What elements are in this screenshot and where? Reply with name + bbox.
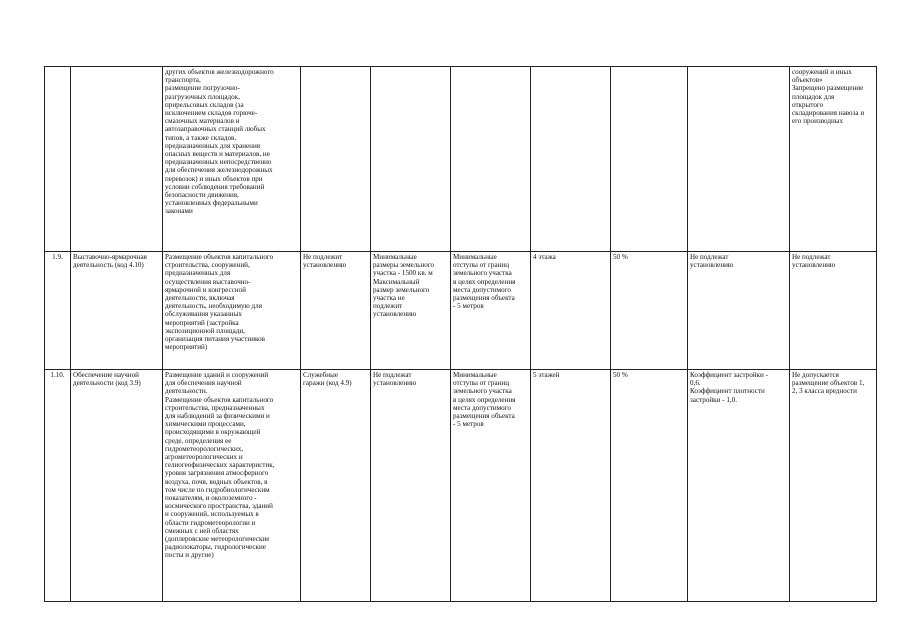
- cell-auxiliary-use: [301, 370, 371, 602]
- cell-text-line: гидрометеорологических,: [165, 444, 244, 453]
- cell-text-line: Максимальный: [373, 277, 420, 286]
- cell-text-line: Не подлежат: [373, 371, 412, 379]
- cell-text-line: подлежит: [373, 302, 403, 311]
- cell-text-line: Не подлежат: [792, 253, 831, 261]
- cell-text-line: Минимальные: [373, 253, 417, 261]
- cell-text-line: 0,6.: [690, 379, 701, 388]
- cell-text-line: Минимальные: [453, 253, 497, 261]
- cell-text-line: радиолокаторы, гидрологические: [165, 543, 266, 552]
- cell-text-line: деятельности.: [165, 387, 208, 396]
- cell-plot-size: [371, 252, 451, 370]
- cell-text-line: показателям, и околоземного -: [165, 494, 257, 503]
- cell-text-line: 50 %: [613, 371, 628, 379]
- cell-text-line: складирования навоза и: [792, 109, 865, 118]
- cell-text-line: строительства, сооружений,: [165, 261, 250, 270]
- cell-text-line: Размещение объектов капитального: [165, 253, 274, 261]
- cell-text-line: транспорта,: [165, 76, 201, 85]
- cell-text-line: и сооружений, используемых в: [165, 510, 259, 519]
- cell-text-line: смежных с ней областях: [165, 526, 239, 535]
- cell-text-line: (доплеровские метеорологические: [165, 535, 270, 544]
- cell-text-line: Коэффициент застройки -: [690, 371, 768, 379]
- cell-text-line: исключением складов горюче-: [165, 109, 258, 118]
- cell-text-line: размещение погрузочно-: [165, 84, 240, 93]
- cell-plot-size: [371, 370, 451, 602]
- cell-setback: [451, 252, 531, 370]
- cell-text-line: условии соблюдения требований: [165, 182, 265, 191]
- cell-text-line: предназначенных непосредственно: [165, 158, 272, 167]
- cell-text-line: установлению: [303, 261, 347, 270]
- cell-text-line: земельного участка: [453, 269, 512, 278]
- cell-text-line: в целях определения: [453, 395, 516, 404]
- cell-text-line: осуществления выставочно-: [165, 277, 251, 286]
- cell-text-line: размер земельного: [373, 285, 430, 294]
- cell-text-line: 4 этажа: [533, 253, 556, 261]
- cell-plot-size: [371, 67, 451, 252]
- cell-text-line: - 5 метров: [453, 302, 484, 311]
- cell-text-line: Выставочно-ярмарочная: [73, 253, 147, 261]
- cell-density: [688, 370, 790, 602]
- cell-text-line: установлению: [373, 379, 417, 388]
- cell-use-description: [163, 370, 301, 602]
- cell-text-line: 5 этажей: [533, 371, 560, 379]
- cell-number: 1.9.: [45, 252, 71, 370]
- cell-text-line: отступы от границ: [453, 261, 509, 270]
- cell-text-line: посты и другие): [165, 551, 214, 560]
- cell-floors: [531, 252, 611, 370]
- cell-text-line: воздуха, почв, водных объектов, в: [165, 477, 268, 486]
- cell-text-line: мероприятий (застройка: [165, 318, 239, 327]
- cell-text-line: организация питания участников: [165, 335, 265, 344]
- cell-text-line: Запрещено размещение: [792, 84, 864, 93]
- cell-text-line: отступы от границ: [453, 379, 509, 388]
- table-row: [45, 370, 877, 602]
- table-row: [45, 252, 877, 370]
- cell-setback: [451, 370, 531, 602]
- cell-text-line: размещения объекта: [453, 412, 515, 421]
- cell-text-line: деятельности (код 3.9): [73, 379, 141, 388]
- cell-use-name: [71, 370, 163, 602]
- cell-coverage: [611, 67, 688, 252]
- cell-text-line: 2, 3 класса вредности: [792, 387, 857, 396]
- cell-text-line: агрометеорологических и: [165, 453, 243, 462]
- cell-text-line: предназначенных для хранения: [165, 141, 261, 150]
- zoning-table: [44, 66, 877, 602]
- cell-auxiliary-use: [301, 67, 371, 252]
- cell-coverage: [611, 252, 688, 370]
- cell-text-line: Коэффициент плотности: [690, 387, 765, 396]
- cell-text-line: места допустимого: [453, 403, 511, 412]
- cell-text-line: мероприятий): [165, 343, 208, 352]
- cell-restrictions: [790, 67, 877, 252]
- cell-text-line: Обеспечение научной: [73, 371, 139, 379]
- cell-text-line: гелиогеофизических характеристик,: [165, 461, 275, 470]
- cell-text-line: Минимальные: [453, 371, 497, 379]
- cell-text-line: безопасности движения,: [165, 191, 239, 200]
- cell-text-line: установлению: [792, 261, 836, 270]
- cell-auxiliary-use: [301, 252, 371, 370]
- cell-text-line: застройки - 1,0.: [690, 395, 737, 404]
- cell-floors: [531, 370, 611, 602]
- table-body: [45, 67, 877, 602]
- cell-text-line: разгрузочных площадок,: [165, 92, 240, 101]
- cell-floors: [531, 67, 611, 252]
- cell-text-line: установлению: [690, 261, 734, 270]
- cell-setback: [451, 67, 531, 252]
- cell-text-line: типов, а также складов,: [165, 133, 237, 142]
- cell-number: [45, 67, 71, 252]
- cell-text-line: Служебные: [303, 371, 339, 379]
- cell-text-line: для обеспечения железнодорожных: [165, 166, 273, 175]
- cell-text-line: среде, определения ее: [165, 436, 232, 445]
- cell-text-line: объектов»: [792, 76, 823, 85]
- cell-text-line: установлению: [373, 310, 417, 319]
- cell-text-line: экспозиционной площади,: [165, 326, 245, 335]
- cell-text-line: 50 %: [613, 253, 628, 261]
- cell-text-line: Не подлежат: [690, 253, 729, 261]
- cell-text-line: для обеспечения научной: [165, 379, 242, 388]
- cell-text-line: размеры земельного: [373, 261, 435, 270]
- cell-text-line: перевозок) и иных объектов при: [165, 174, 263, 183]
- cell-text-line: участка - 1500 кв. м: [373, 269, 433, 278]
- cell-restrictions: [790, 370, 877, 602]
- cell-text-line: Размещение объектов капитального: [165, 395, 274, 404]
- cell-text-line: его производных: [792, 117, 844, 126]
- cell-text-line: гаражи (код 4.9): [303, 379, 352, 388]
- cell-text-line: строительства, предназначенных: [165, 403, 265, 412]
- cell-text-line: размещения объекта: [453, 294, 515, 303]
- cell-text-line: в целях определения: [453, 277, 516, 286]
- table-row: [45, 67, 877, 252]
- cell-text-line: Не допускается: [792, 371, 839, 379]
- cell-text-line: участка не: [373, 294, 405, 303]
- cell-text-line: ярмарочной и конгрессной: [165, 285, 246, 294]
- cell-text-line: Не подлежит: [303, 253, 343, 261]
- cell-use-description: [163, 67, 301, 252]
- cell-text-line: автозаправочных станций любых: [165, 125, 266, 134]
- cell-text-line: деятельность, необходимую для: [165, 302, 262, 311]
- cell-text-line: деятельности, включая: [165, 294, 235, 303]
- cell-text-line: области гидрометеорологии и: [165, 518, 256, 527]
- cell-use-name: [71, 67, 163, 252]
- cell-text-line: места допустимого: [453, 285, 511, 294]
- cell-text-line: обслуживания указанных: [165, 310, 242, 319]
- cell-text-line: смазочных материалов и: [165, 117, 240, 126]
- cell-text-line: том числе по гидробиологическим: [165, 485, 270, 494]
- cell-use-description: [163, 252, 301, 370]
- cell-text-line: космического пространства, зданий: [165, 502, 273, 511]
- cell-density: [688, 67, 790, 252]
- cell-text-line: уровня загрязнения атмосферного: [165, 469, 269, 478]
- cell-number: 1.10.: [45, 370, 71, 602]
- cell-density: [688, 252, 790, 370]
- cell-text-line: законами: [165, 207, 193, 216]
- cell-coverage: [611, 370, 688, 602]
- cell-text-line: происходящими в окружающей: [165, 428, 261, 437]
- cell-text-line: химическими процессами,: [165, 420, 246, 429]
- cell-text-line: для наблюдений за физическими и: [165, 412, 270, 421]
- cell-text-line: опасных веществ и материалов, не: [165, 150, 270, 159]
- cell-use-name: [71, 252, 163, 370]
- cell-text-line: сооружений и иных: [792, 68, 852, 76]
- cell-text-line: предназначенных для: [165, 269, 231, 278]
- cell-text-line: других объектов железнодорожного: [165, 68, 274, 76]
- cell-text-line: - 5 метров: [453, 420, 484, 429]
- cell-restrictions: [790, 252, 877, 370]
- cell-text-line: земельного участка: [453, 387, 512, 396]
- cell-text-line: размещение объектов 1,: [792, 379, 865, 388]
- cell-text-line: площадок для: [792, 92, 835, 101]
- cell-text-line: Размещение зданий и сооружений: [165, 371, 269, 379]
- cell-text-line: деятельность (код 4.10): [73, 261, 144, 270]
- cell-text-line: установленных федеральными: [165, 199, 258, 208]
- cell-text-line: открытого: [792, 100, 824, 109]
- cell-text-line: прирельсовых складов (за: [165, 100, 244, 109]
